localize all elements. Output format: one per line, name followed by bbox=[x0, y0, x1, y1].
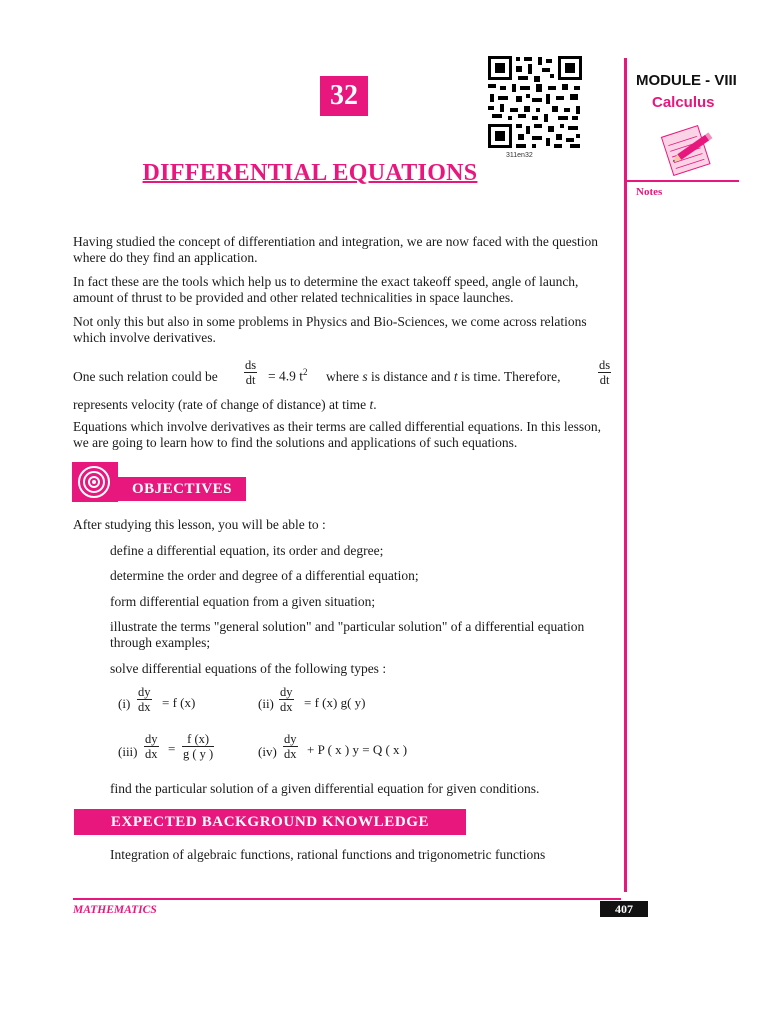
type-iii-denominator: g ( y ) bbox=[183, 747, 214, 761]
notebook-pencil-icon bbox=[656, 120, 718, 176]
type-iii-label: (iii) bbox=[118, 744, 138, 759]
relation-fraction bbox=[244, 358, 257, 387]
type-iv-fraction bbox=[283, 732, 298, 761]
intro-paragraph-4 bbox=[73, 397, 618, 413]
type-iii-fraction-left bbox=[144, 732, 159, 761]
relation-var-s: s bbox=[362, 369, 368, 384]
notes-rule bbox=[627, 180, 739, 182]
notes-label: Notes bbox=[636, 186, 663, 198]
type-iii-fraction-right bbox=[182, 732, 214, 761]
type-iv-rhs: + P ( x ) y = Q ( x ) bbox=[307, 742, 408, 757]
intro-paragraph-4-text: represents velocity (rate of change of distance) at time bbox=[73, 397, 370, 412]
type-iii-equals: = bbox=[168, 741, 176, 756]
qr-code-icon bbox=[486, 54, 584, 150]
objective-item: find the particular solution of a given differential equation for given conditions. bbox=[110, 781, 540, 796]
intro-paragraph-4-end: . bbox=[373, 397, 377, 412]
intro-paragraph-1: Having studied the concept of differentiation and integration, we are now faced with the question where do they find an application. bbox=[73, 234, 598, 265]
dy-numerator: dy bbox=[280, 685, 293, 699]
intro-paragraph-3: Not only this but also in some problems in Physics and Bio-Sciences, we come across relations which involve derivatives. bbox=[73, 314, 587, 345]
footer-rule bbox=[73, 898, 621, 900]
module-label: MODULE - VIII bbox=[636, 72, 737, 89]
dx-denominator: dx bbox=[284, 747, 297, 761]
relation-rhs bbox=[268, 367, 308, 385]
type-iv-label: (iv) bbox=[258, 744, 277, 759]
type-i-fraction bbox=[137, 685, 152, 714]
page-number: 407 bbox=[600, 901, 648, 917]
dy-numerator: dy bbox=[145, 732, 158, 746]
objective-item: define a differential equation, its order and degree; bbox=[110, 543, 384, 558]
objective-item: illustrate the terms "general solution" and "particular solution" of a differential equation through examples; bbox=[110, 619, 585, 650]
dx-denominator: dx bbox=[138, 700, 151, 714]
dx-denominator: dx bbox=[280, 700, 293, 714]
relation-prefix: One such relation could be bbox=[73, 369, 218, 384]
footer-subject: MATHEMATICS bbox=[73, 904, 157, 916]
objectives-lead: After studying this lesson, you will be able to : bbox=[73, 517, 326, 532]
target-icon bbox=[72, 462, 118, 502]
dx-denominator: dx bbox=[145, 747, 158, 761]
margin-divider bbox=[624, 58, 627, 892]
subject-label: Calculus bbox=[652, 94, 715, 111]
type-ii-rhs: = f (x) g( y) bbox=[304, 695, 366, 710]
objectives-heading: OBJECTIVES bbox=[118, 477, 246, 501]
objective-item: solve differential equations of the following types : bbox=[110, 661, 387, 676]
dy-numerator: dy bbox=[284, 732, 297, 746]
type-ii-label: (ii) bbox=[258, 696, 274, 711]
type-iii-numerator: f (x) bbox=[187, 732, 210, 746]
dy-numerator: dy bbox=[138, 685, 151, 699]
relation-fraction-numerator: ds bbox=[245, 358, 257, 372]
background-heading: EXPECTED BACKGROUND KNOWLEDGE bbox=[74, 809, 466, 835]
type-i-rhs: = f (x) bbox=[162, 695, 196, 710]
background-text: Integration of algebraic functions, rational functions and trigonometric functions bbox=[110, 847, 546, 862]
intro-paragraph-4-var: t bbox=[369, 397, 374, 412]
chapter-number: 32 bbox=[320, 76, 368, 116]
page-title: DIFFERENTIAL EQUATIONS bbox=[142, 160, 478, 186]
relation-var-t: t bbox=[453, 369, 458, 384]
type-ii-fraction bbox=[279, 685, 294, 714]
relation-suffix-3: is time. Therefore, bbox=[457, 369, 561, 384]
relation-suffix bbox=[326, 369, 560, 385]
relation-suffix-1: where bbox=[326, 369, 363, 384]
therefore-fraction-numerator: ds bbox=[599, 358, 611, 372]
type-i-label: (i) bbox=[118, 696, 131, 711]
therefore-fraction bbox=[598, 358, 611, 387]
relation-exponent: 2 bbox=[303, 367, 308, 377]
intro-paragraph-5: Equations which involve derivatives as their terms are called differential equations. In this lesson, we are going to learn how to find the solutions and applications of such equations. bbox=[73, 419, 601, 450]
objective-item: determine the order and degree of a differential equation; bbox=[110, 568, 419, 583]
intro-paragraph-2: In fact these are the tools which help us to determine the exact takeoff speed, angle of launch, amount of thrust to be provided and other related technicalities in space launches. bbox=[73, 274, 579, 305]
objective-item: form differential equation from a given situation; bbox=[110, 594, 376, 609]
therefore-fraction-denominator: dt bbox=[599, 373, 610, 387]
relation-suffix-2: is distance and bbox=[367, 369, 454, 384]
relation-rhs-text: = 4.9 t bbox=[268, 368, 303, 384]
relation-fraction-denominator: dt bbox=[245, 373, 256, 387]
qr-caption: 311en32 bbox=[506, 152, 533, 159]
